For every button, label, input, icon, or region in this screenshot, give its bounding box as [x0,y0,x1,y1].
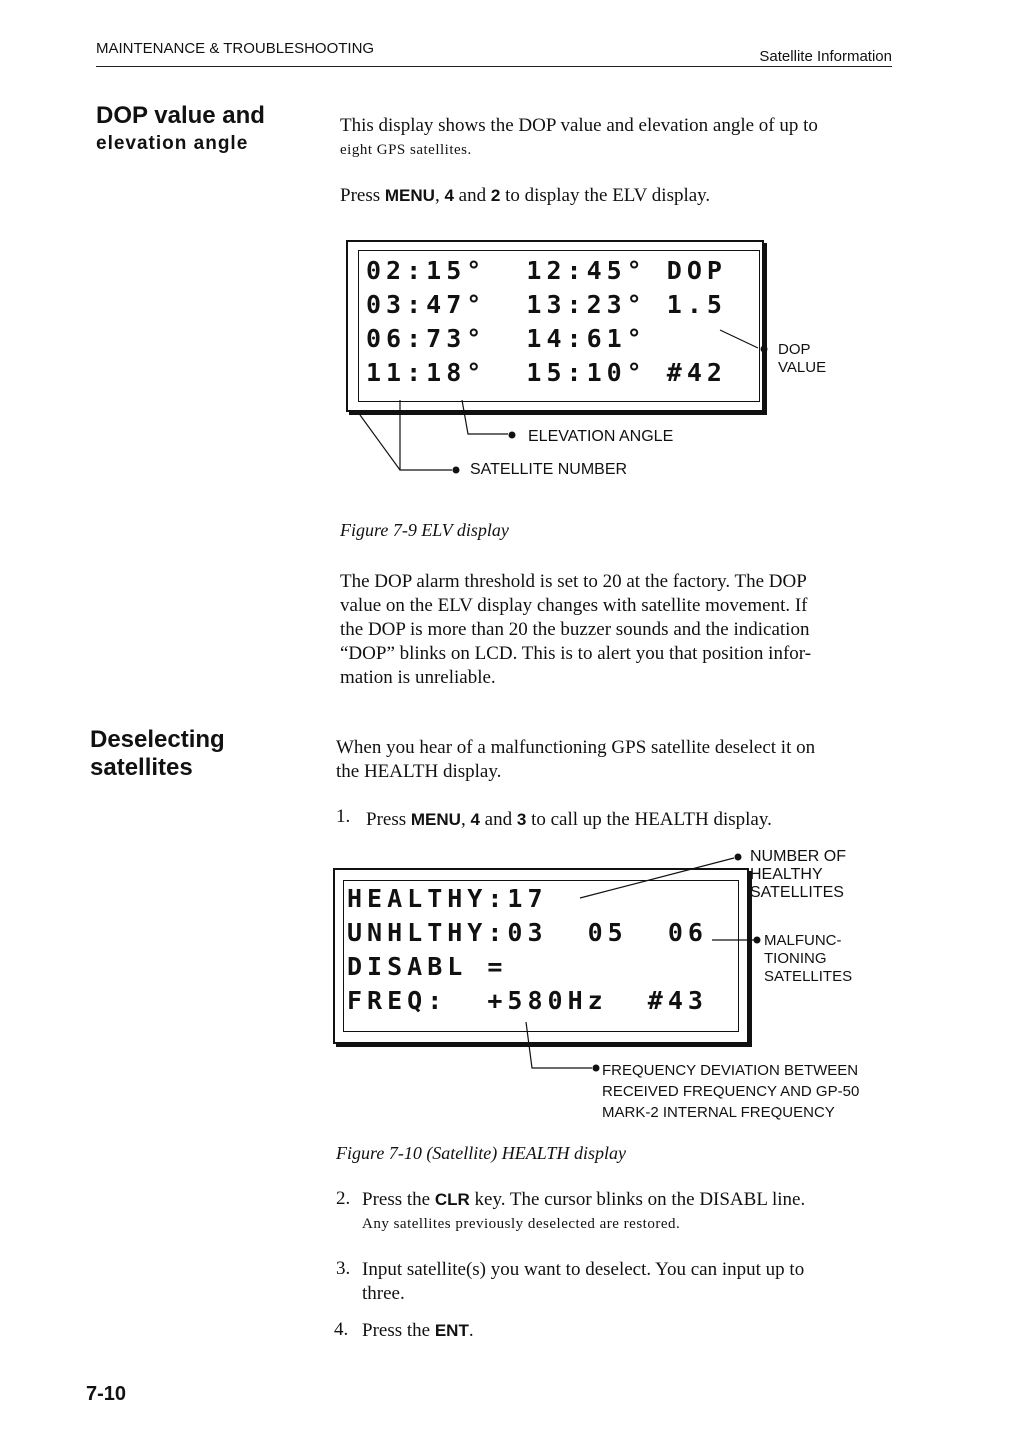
freq-label-line2: RECEIVED FREQUENCY AND GP-50 [602,1083,860,1100]
elevation-angle-label: ELEVATION ANGLE [528,428,674,445]
dop-body-line: mation is unreliable. [340,667,496,688]
step3-line2: three. [362,1283,405,1304]
step-3-number: 3. [336,1258,351,1279]
healthy-leader-line [580,858,734,898]
key-4: 4 [444,186,454,205]
step-4-number: 4. [334,1319,349,1340]
step2-prefix: Press the [362,1189,435,1210]
running-header-right: Satellite Information [759,48,892,65]
health-row: UNHLTHY:03 05 06 [347,918,708,947]
step2-line [362,1188,805,1212]
healthy-label-dot [735,854,742,861]
step-4-text [362,1319,474,1343]
freq-label-line3: MARK-2 INTERNAL FREQUENCY [602,1104,835,1121]
frequency-leader-line [526,1022,592,1068]
key-4: 4 [470,810,480,829]
elv-row: 06:73° 14:61° [366,324,647,353]
key-menu: MENU [384,186,435,205]
running-header-left: MAINTENANCE & TROUBLESHOOTING [96,40,375,57]
step1-suffix: to call up the HEALTH display. [526,809,772,830]
dop-body-line: the DOP is more than 20 the buzzer sounds and the indication [340,619,810,640]
step2-note: Any satellites previously deselected are restored. [362,1216,681,1232]
dop-intro-line1: This display shows the DOP value and elevation angle of up to [340,115,818,136]
frequency-label-dot [593,1065,600,1072]
step4-prefix: Press the [362,1320,435,1341]
malfunctioning-satellites-label [764,932,852,986]
dop-label-line1: DOP [778,341,811,358]
step1-prefix: Press [366,809,411,830]
step-3-text [362,1258,804,1306]
press-sep: , [434,185,445,206]
section-heading-line1: Deselecting [90,726,225,753]
satellite-number-label: SATELLITE NUMBER [470,461,628,478]
figure-7-10-caption: Figure 7-10 (Satellite) HEALTH display [336,1143,626,1163]
page-number: 7-10 [86,1383,127,1405]
key-ent: ENT [434,1321,469,1340]
malfunction-label-dot [754,937,761,944]
step1-and: and [479,809,517,830]
malf-label-line1: MALFUNC- [764,932,842,949]
step-2-number: 2. [336,1188,351,1209]
figure-7-9-caption: Figure 7-9 ELV display [340,520,509,540]
step-2-text [362,1188,805,1236]
key-3: 3 [516,810,527,829]
elv-row: 02:15° 12:45° DOP [366,256,727,285]
press-prefix: Press [340,185,385,206]
healthy-label-line1: NUMBER OF [750,848,846,865]
health-row: FREQ: +580Hz #43 [347,986,708,1015]
dop-intro-line2: eight GPS satellites. [340,142,472,158]
press-suffix: to display the ELV display. [500,185,711,206]
key-menu: MENU [410,810,461,829]
elv-row: 11:18° 15:10° #42 [366,358,727,387]
section-heading-line1: DOP value and [96,102,265,129]
section-heading-line2: satellites [90,754,193,781]
malf-label-line3: SATELLITES [764,968,853,985]
health-row: DISABL = [347,952,508,981]
step1-sep: , [460,809,471,830]
healthy-label-line3: SATELLITES [750,884,844,901]
dop-body-line: value on the ELV display changes with satellite movement. If [340,595,808,616]
section-heading-line2: elevation angle [96,133,249,154]
key-2: 2 [490,186,501,205]
freq-label-line1: FREQUENCY DEVIATION BETWEEN [602,1062,859,1079]
elv-row: 03:47° 13:23° 1.5 [366,290,727,319]
step3-line1: Input satellite(s) you want to deselect. You can input up to [362,1259,805,1280]
step-1-number: 1. [336,806,351,827]
health-row: HEALTHY:17 [347,884,548,913]
dop-body-line: “DOP” blinks on LCD. This is to alert you that position infor- [340,643,812,664]
press-and: and [453,185,491,206]
dop-body-line: The DOP alarm threshold is set to 20 at the factory. The DOP [340,571,807,592]
key-clr: CLR [434,1190,470,1209]
healthy-satellites-label [750,848,846,902]
dop-label-line2: VALUE [778,359,827,376]
deselect-intro-line1: When you hear of a malfunctioning GPS satellite deselect it on [336,737,816,758]
step2-suffix: key. The cursor blinks on the DISABL line. [469,1189,806,1210]
step4-suffix: . [468,1320,474,1341]
malf-label-line2: TIONING [764,950,827,967]
frequency-deviation-label [602,1060,859,1123]
healthy-label-line2: HEALTHY [750,866,823,883]
deselect-intro-line2: the HEALTH display. [336,761,502,782]
